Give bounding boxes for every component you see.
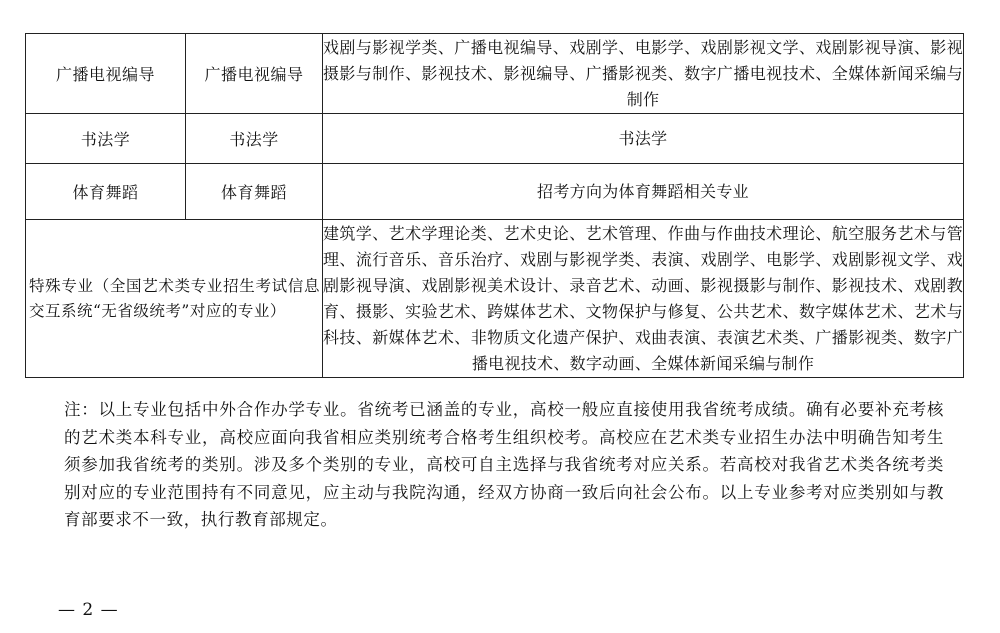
table-row bbox=[26, 114, 964, 164]
footnote bbox=[64, 396, 944, 534]
majors-cell: 戏剧与影视学类、广播电视编导、戏剧学、电影学、戏剧影视文学、戏剧影视导演、影视摄影与制作、影视技术、影视编导、广播影视类、数字广播电视技术、全媒体新闻采编与制作 bbox=[323, 34, 964, 114]
category-cell: 广播电视编导 bbox=[26, 34, 186, 114]
majors-cell: 招考方向为体育舞蹈相关专业 bbox=[323, 164, 964, 220]
table-row bbox=[26, 34, 964, 114]
major-category-table bbox=[25, 33, 964, 378]
category-cell: 特殊专业（全国艺术类专业招生考试信息交互系统“无省级统考”对应的专业） bbox=[26, 220, 323, 378]
category-cell: 书法学 bbox=[26, 114, 186, 164]
page-number: — 2 — bbox=[58, 600, 119, 620]
table-row bbox=[26, 220, 964, 378]
majors-cell: 书法学 bbox=[323, 114, 964, 164]
majors-cell: 建筑学、艺术学理论类、艺术史论、艺术管理、作曲与作曲技术理论、航空服务艺术与管理、流行音乐、音乐治疗、戏剧与影视学类、表演、戏剧学、电影学、戏剧影视文学、戏剧影视导演、戏剧影视美术设计、录音艺术、动画、影视摄影与制作、影视技术、戏剧教育、摄影、实验艺术、跨媒体艺术、文物保护与修复、公共艺术、数字媒体艺术、艺术与科技、新媒体艺术、非物质文化遗产保护、戏曲表演、表演艺术类、广播影视类、数字广播电视技术、数字动画、全媒体新闻采编与制作 bbox=[323, 220, 964, 378]
exam-category-cell: 书法学 bbox=[186, 114, 323, 164]
table-row bbox=[26, 164, 964, 220]
exam-category-cell: 体育舞蹈 bbox=[186, 164, 323, 220]
footnote-text: 注：以上专业包括中外合作办学专业。省统考已涵盖的专业，高校一般应直接使用我省统考成绩。确有必要补充考核的艺术类本科专业，高校应面向我省相应类别统考合格考生组织校考。高校应在艺术类专业招生办法中明确告知考生须参加我省统考的类别。涉及多个类别的专业，高校可自主选择与我省统考对应关系。若高校对我省艺术类各统考类别对应的专业范围持有不同意见，应主动与我院沟通，经双方协商一致后向社会公布。以上专业参考对应类别如与教育部要求不一致，执行教育部规定。 bbox=[64, 400, 944, 529]
exam-category-cell: 广播电视编导 bbox=[186, 34, 323, 114]
category-cell: 体育舞蹈 bbox=[26, 164, 186, 220]
